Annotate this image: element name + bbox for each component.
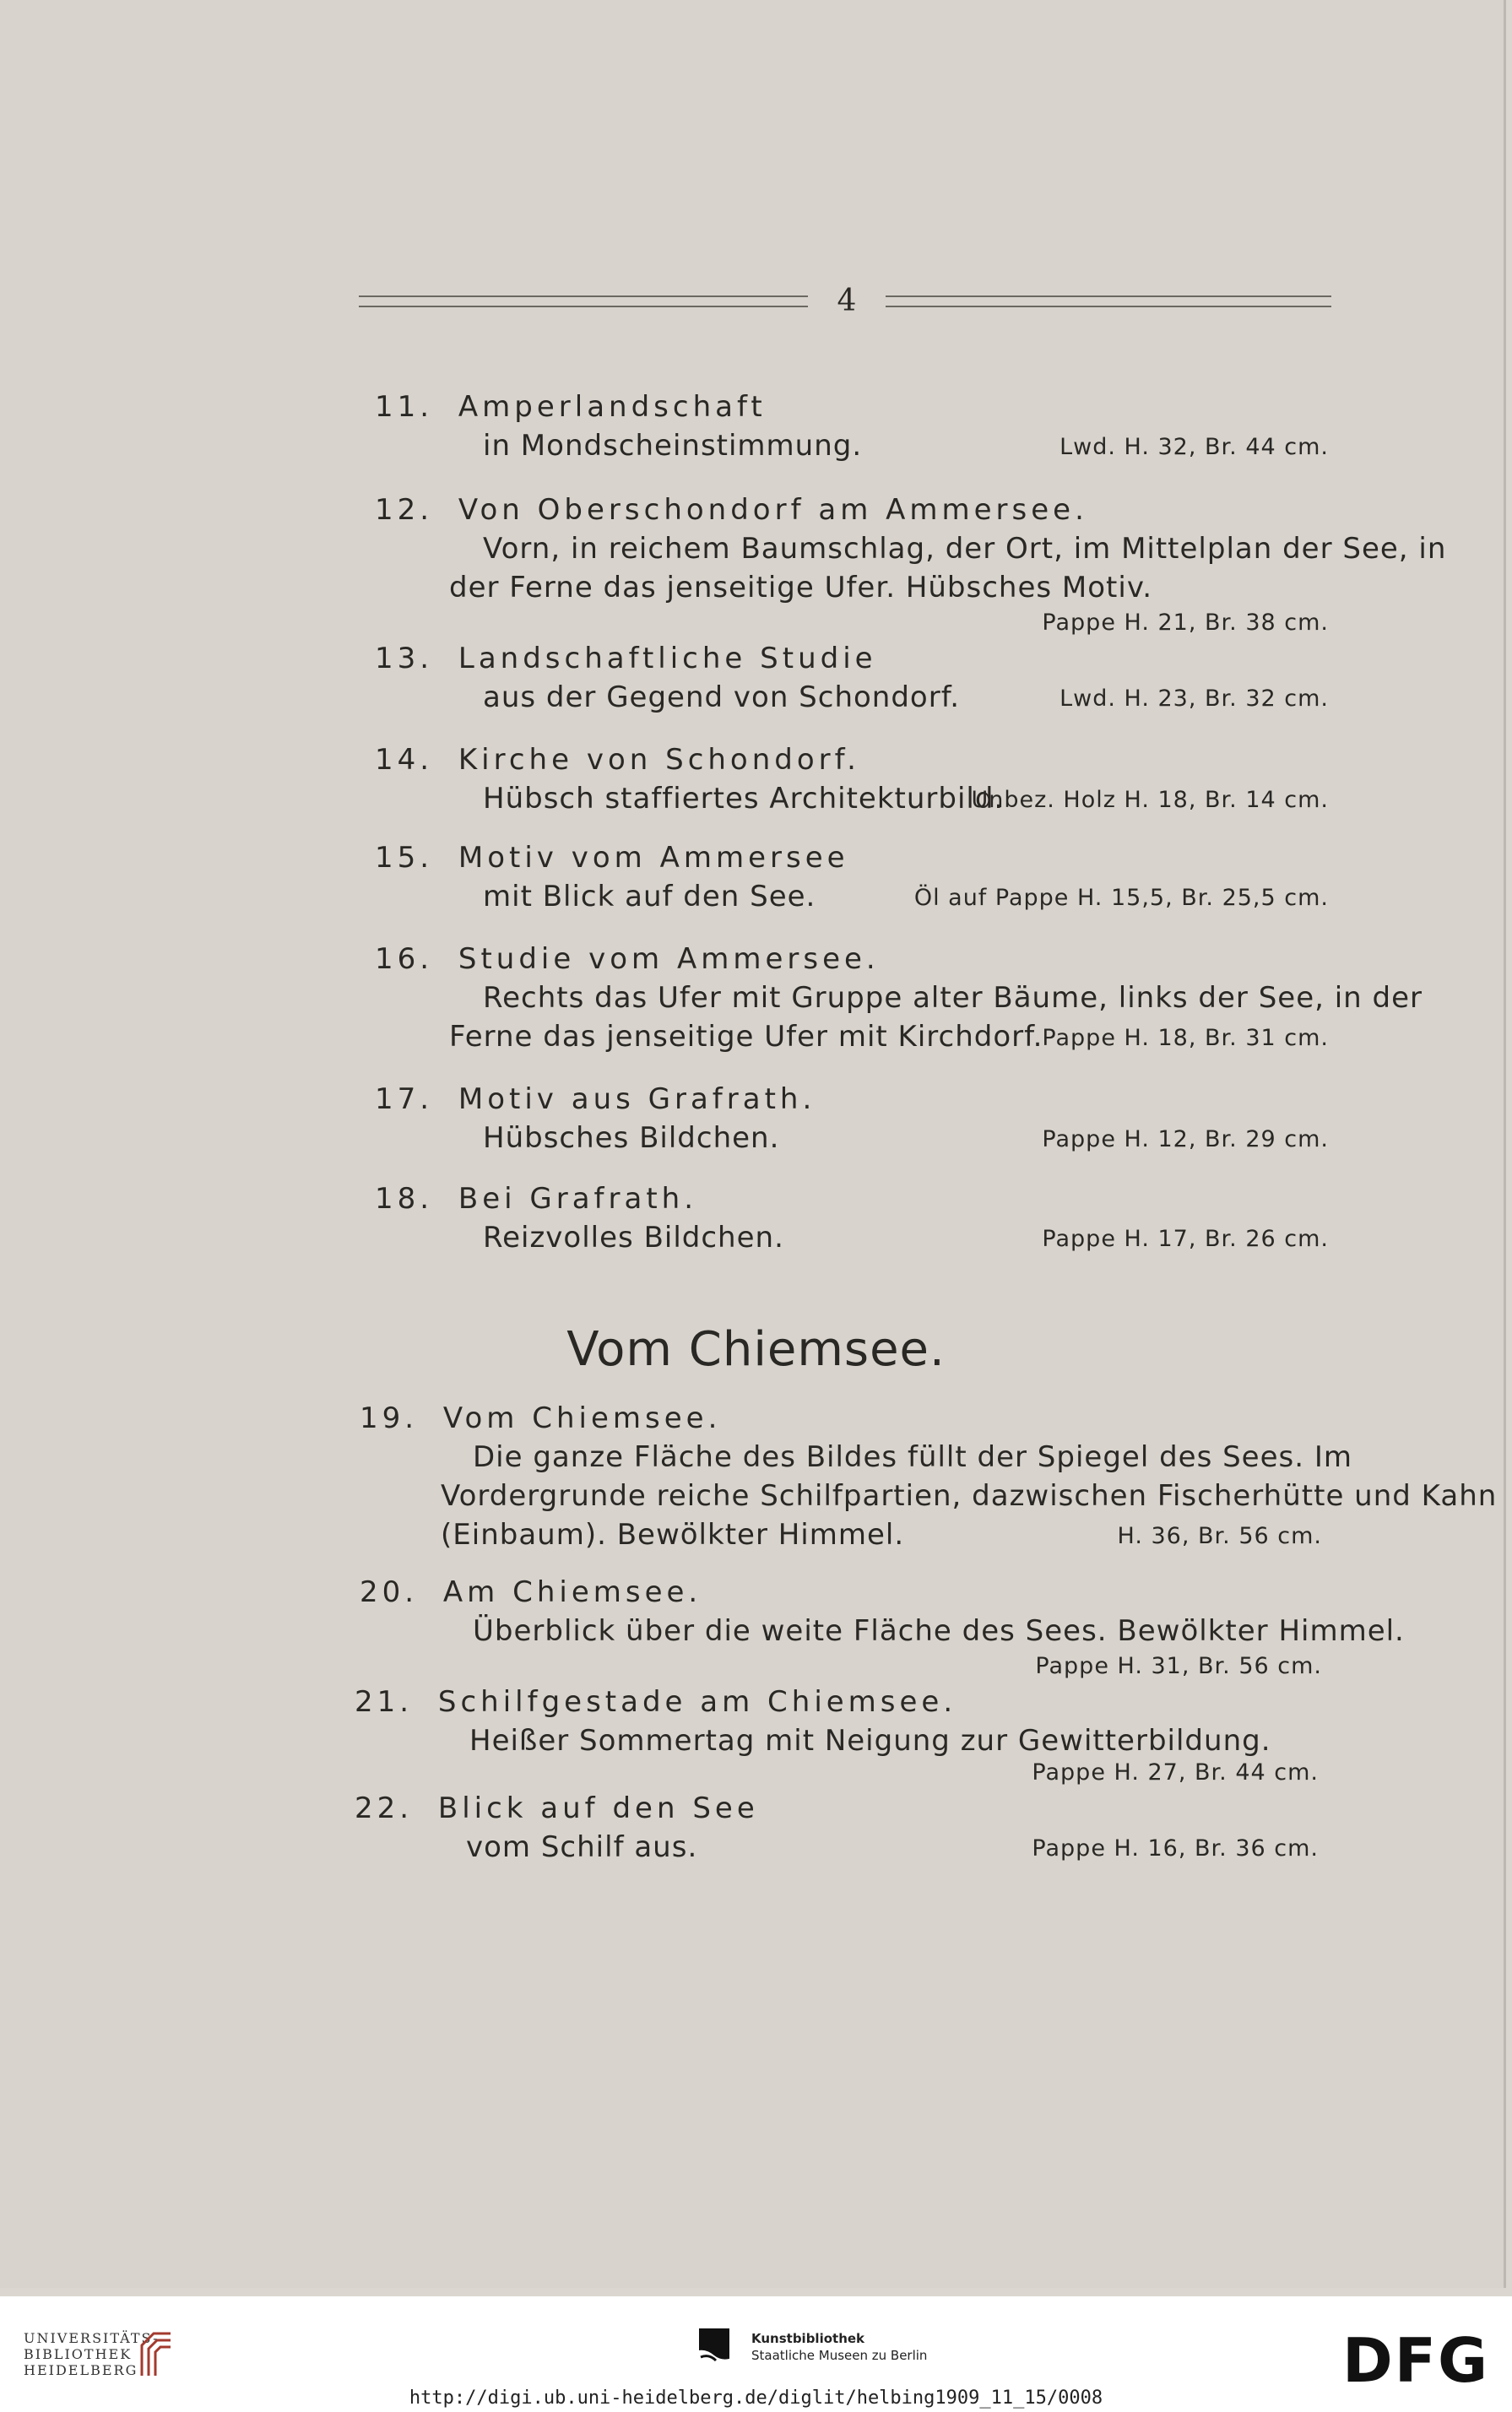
entry-14-title-line bbox=[375, 743, 860, 777]
entry-title: Studie vom Ammersee. bbox=[458, 942, 880, 976]
page-header bbox=[359, 284, 1331, 317]
entry-19-desc-2: Vordergrunde reiche Schilfpartien, dazwischen Fischerhütte und Kahn bbox=[441, 1479, 1498, 1513]
ub-heidelberg-logo-icon bbox=[135, 2327, 177, 2381]
entry-title: Landschaftliche Studie bbox=[458, 642, 877, 675]
entry-number: 11. bbox=[375, 390, 434, 424]
entry-title: Von Oberschondorf am Ammersee. bbox=[458, 493, 1088, 527]
dfg-logo: DFG bbox=[1342, 2325, 1490, 2396]
entry-number: 13. bbox=[375, 642, 434, 675]
entry-number: 22. bbox=[355, 1791, 414, 1825]
ub-heidelberg-logo-text: UNIVERSITÄTS- BIBLIOTHEK HEIDELBERG bbox=[24, 2330, 160, 2378]
header-rule-right bbox=[886, 295, 1331, 307]
entry-19-desc-3: (Einbaum). Bewölkter Himmel. bbox=[441, 1518, 905, 1552]
entry-number: 15. bbox=[375, 841, 434, 875]
entry-15-title-line bbox=[375, 841, 849, 875]
entry-15-desc: mit Blick auf den See. bbox=[483, 880, 816, 913]
entry-number: 19. bbox=[360, 1401, 419, 1435]
entry-17-desc: Hübsches Bildchen. bbox=[483, 1121, 780, 1155]
entry-11-spec: Lwd. H. 32, Br. 44 cm. bbox=[1059, 434, 1329, 460]
footer-bar bbox=[0, 2296, 1512, 2412]
entry-title: Am Chiemsee. bbox=[442, 1575, 702, 1609]
entry-20-desc: Überblick über die weite Fläche des Sees. Bewölkter Himmel. bbox=[473, 1614, 1405, 1648]
entry-title: Vom Chiemsee. bbox=[442, 1401, 722, 1435]
entry-number: 12. bbox=[375, 493, 434, 527]
entry-title: Motiv vom Ammersee bbox=[458, 841, 849, 875]
entry-13-spec: Lwd. H. 23, Br. 32 cm. bbox=[1059, 686, 1329, 712]
entry-19-spec: H. 36, Br. 56 cm. bbox=[1117, 1523, 1322, 1549]
entry-21-desc: Heißer Sommertag mit Neigung zur Gewitterbildung. bbox=[469, 1724, 1271, 1758]
entry-17-spec: Pappe H. 12, Br. 29 cm. bbox=[1042, 1126, 1329, 1152]
page-number: 4 bbox=[837, 284, 857, 318]
entry-21-title-line bbox=[355, 1685, 957, 1719]
entry-16-title-line bbox=[375, 942, 880, 976]
entry-number: 20. bbox=[360, 1575, 419, 1609]
entry-title: Amperlandschaft bbox=[458, 390, 767, 424]
entry-20-spec: Pappe H. 31, Br. 56 cm. bbox=[1035, 1653, 1322, 1679]
entry-12-desc-2: der Ferne das jenseitige Ufer. Hübsches Motiv. bbox=[449, 571, 1153, 604]
kunstbibliothek-logo-text: Kunstbibliothek Staatliche Museen zu Berlin bbox=[751, 2331, 928, 2363]
entry-21-spec: Pappe H. 27, Br. 44 cm. bbox=[1032, 1759, 1319, 1786]
entry-17-title-line bbox=[375, 1082, 816, 1116]
entry-19-desc-1: Die ganze Fläche des Bildes füllt der Spiegel des Sees. Im bbox=[473, 1440, 1352, 1474]
entry-22-desc: vom Schilf aus. bbox=[466, 1830, 698, 1864]
entry-number: 21. bbox=[355, 1685, 414, 1719]
entry-number: 14. bbox=[375, 743, 434, 777]
section-heading: Vom Chiemsee. bbox=[566, 1322, 946, 1377]
entry-20-title-line bbox=[360, 1575, 702, 1609]
entry-14-spec: Unbez. Holz H. 18, Br. 14 cm. bbox=[971, 787, 1329, 813]
entry-18-desc: Reizvolles Bildchen. bbox=[483, 1221, 784, 1255]
entry-16-spec: Pappe H. 18, Br. 31 cm. bbox=[1042, 1025, 1329, 1051]
entry-11-title-line bbox=[375, 390, 767, 424]
entry-12-desc-1: Vorn, in reichem Baumschlag, der Ort, im Mittelplan der See, in bbox=[483, 532, 1447, 566]
entry-title: Schilfgestade am Chiemsee. bbox=[437, 1685, 957, 1719]
entry-number: 17. bbox=[375, 1082, 434, 1116]
entry-title: Blick auf den See bbox=[437, 1791, 759, 1825]
entry-title: Bei Grafrath. bbox=[458, 1182, 698, 1216]
entry-number: 18. bbox=[375, 1182, 434, 1216]
entry-15-spec: Öl auf Pappe H. 15,5, Br. 25,5 cm. bbox=[913, 885, 1329, 911]
entry-16-desc-2: Ferne das jenseitige Ufer mit Kirchdorf. bbox=[449, 1020, 1043, 1054]
entry-14-desc: Hübsch staffiertes Architekturbild. bbox=[483, 782, 1005, 816]
entry-22-title-line bbox=[355, 1791, 759, 1825]
entry-11-desc: in Mondscheinstimmung. bbox=[483, 429, 863, 463]
entry-22-spec: Pappe H. 16, Br. 36 cm. bbox=[1032, 1835, 1319, 1862]
header-rule-left bbox=[359, 295, 808, 307]
kunstbibliothek-logo-icon bbox=[692, 2327, 736, 2376]
entry-12-title-line bbox=[375, 493, 1088, 527]
entry-19-title-line bbox=[360, 1401, 721, 1435]
entry-title: Motiv aus Grafrath. bbox=[458, 1082, 816, 1116]
entry-18-spec: Pappe H. 17, Br. 26 cm. bbox=[1042, 1226, 1329, 1252]
entry-13-desc: aus der Gegend von Schondorf. bbox=[483, 680, 961, 714]
entry-16-desc-1: Rechts das Ufer mit Gruppe alter Bäume, links der See, in der bbox=[483, 981, 1423, 1015]
entry-12-spec: Pappe H. 21, Br. 38 cm. bbox=[1042, 610, 1329, 636]
entry-number: 16. bbox=[375, 942, 434, 976]
entry-title: Kirche von Schondorf. bbox=[458, 743, 860, 777]
permalink-url[interactable]: http://digi.ub.uni-heidelberg.de/diglit/helbing1909_11_15/0008 bbox=[409, 2388, 1103, 2409]
entry-13-title-line bbox=[375, 642, 877, 675]
entry-18-title-line bbox=[375, 1182, 697, 1216]
